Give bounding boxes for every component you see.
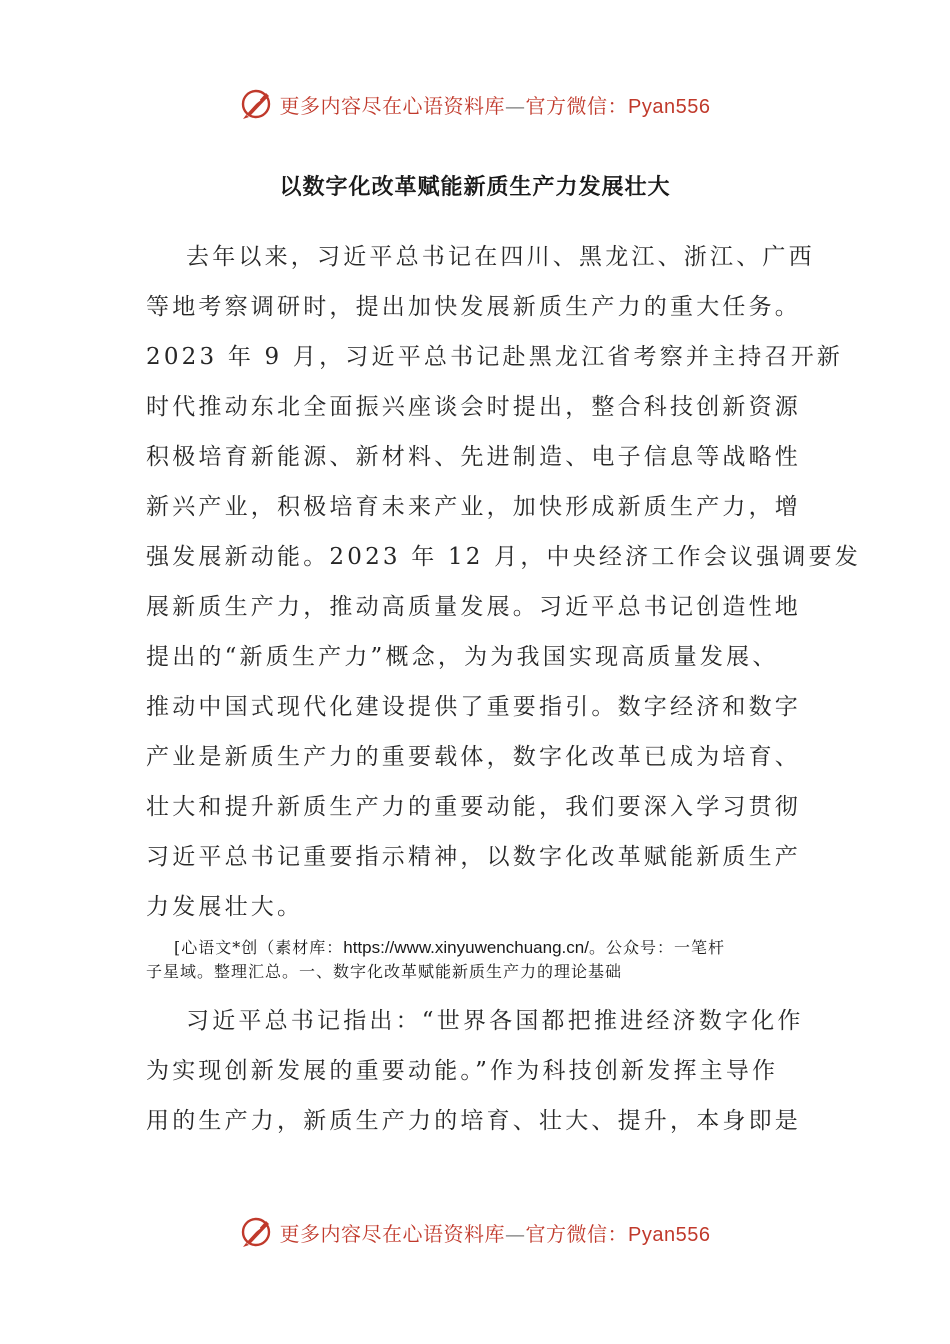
paragraph-line: 去年以来，习近平总书记在四川、黑龙江、浙江、广西 <box>186 244 815 270</box>
paragraph-line: 强发展新动能。2023 年 12 月，中央经济工作会议强调要发 <box>146 544 861 570</box>
header-banner <box>0 84 950 124</box>
paragraph-line: 习近平总书记重要指示精神，以数字化改革赋能新质生产 <box>146 844 801 870</box>
banner-main-text: 更多内容尽在心语资料库 <box>279 1221 506 1246</box>
paragraph-line: 为实现创新发展的重要动能。”作为科技创新发挥主导作 <box>146 1058 779 1084</box>
paragraph-line: 产业是新质生产力的重要载体，数字化改革已成为培育、 <box>146 744 801 770</box>
quill-pen-logo-icon <box>240 87 274 121</box>
banner-wechat-label: 官方微信： <box>525 1221 629 1246</box>
banner-text <box>280 90 711 119</box>
paragraph-line: 2023 年 9 月，习近平总书记赴黑龙江省考察并主持召开新 <box>146 344 844 370</box>
paragraph-line: 展新质生产力，推动高质量发展。习近平总书记创造性地 <box>146 594 801 620</box>
paragraph-line: 力发展壮大。 <box>146 894 304 920</box>
paragraph-line: 等地考察调研时，提出加快发展新质生产力的重大任务。 <box>146 294 801 320</box>
source-note-line-2: 子星域。整理汇总。一、数字化改革赋能新质生产力的理论基础 <box>146 962 623 981</box>
note-suffix: 。公众号：一笔杆 <box>588 938 725 957</box>
paragraph-line: 新兴产业，积极培育未来产业，加快形成新质生产力，增 <box>146 494 801 520</box>
source-note-line-1 <box>146 936 808 960</box>
banner-wechat-label: 官方微信： <box>525 93 629 118</box>
paragraph-line: 推动中国式现代化建设提供了重要指引。数字经济和数字 <box>146 694 801 720</box>
quill-pen-logo-icon <box>240 1215 274 1249</box>
paragraph-line: 习近平总书记指出：“世界各国都把推进经济数字化作 <box>186 1008 804 1034</box>
note-url-link[interactable]: https://www.xinyuwenchuang.cn/ <box>343 938 589 957</box>
document-title: 以数字化改革赋能新质生产力发展壮大 <box>279 175 671 200</box>
source-note <box>146 936 808 984</box>
footer-banner <box>0 1212 950 1252</box>
paragraph-2 <box>146 996 806 1146</box>
paragraph-line: 积极培育新能源、新材料、先进制造、电子信息等战略性 <box>146 444 801 470</box>
banner-separator: — <box>505 1221 526 1246</box>
paragraph-line: 提出的“新质生产力”概念，为为我国实现高质量发展、 <box>146 644 779 670</box>
paragraph-1 <box>146 232 861 932</box>
banner-wechat-id: Pyan556 <box>628 1223 711 1246</box>
banner-separator: — <box>505 93 526 118</box>
banner-main-text: 更多内容尽在心语资料库 <box>279 93 506 118</box>
paragraph-line: 时代推动东北全面振兴座谈会时提出，整合科技创新资源 <box>146 394 801 420</box>
paragraph-line: 壮大和提升新质生产力的重要动能，我们要深入学习贯彻 <box>146 794 801 820</box>
paragraph-line: 用的生产力，新质生产力的培育、壮大、提升，本身即是 <box>146 1108 801 1134</box>
note-prefix: [心语文*创（素材库： <box>174 938 344 957</box>
banner-wechat-id: Pyan556 <box>628 95 711 118</box>
banner-text <box>280 1218 711 1247</box>
